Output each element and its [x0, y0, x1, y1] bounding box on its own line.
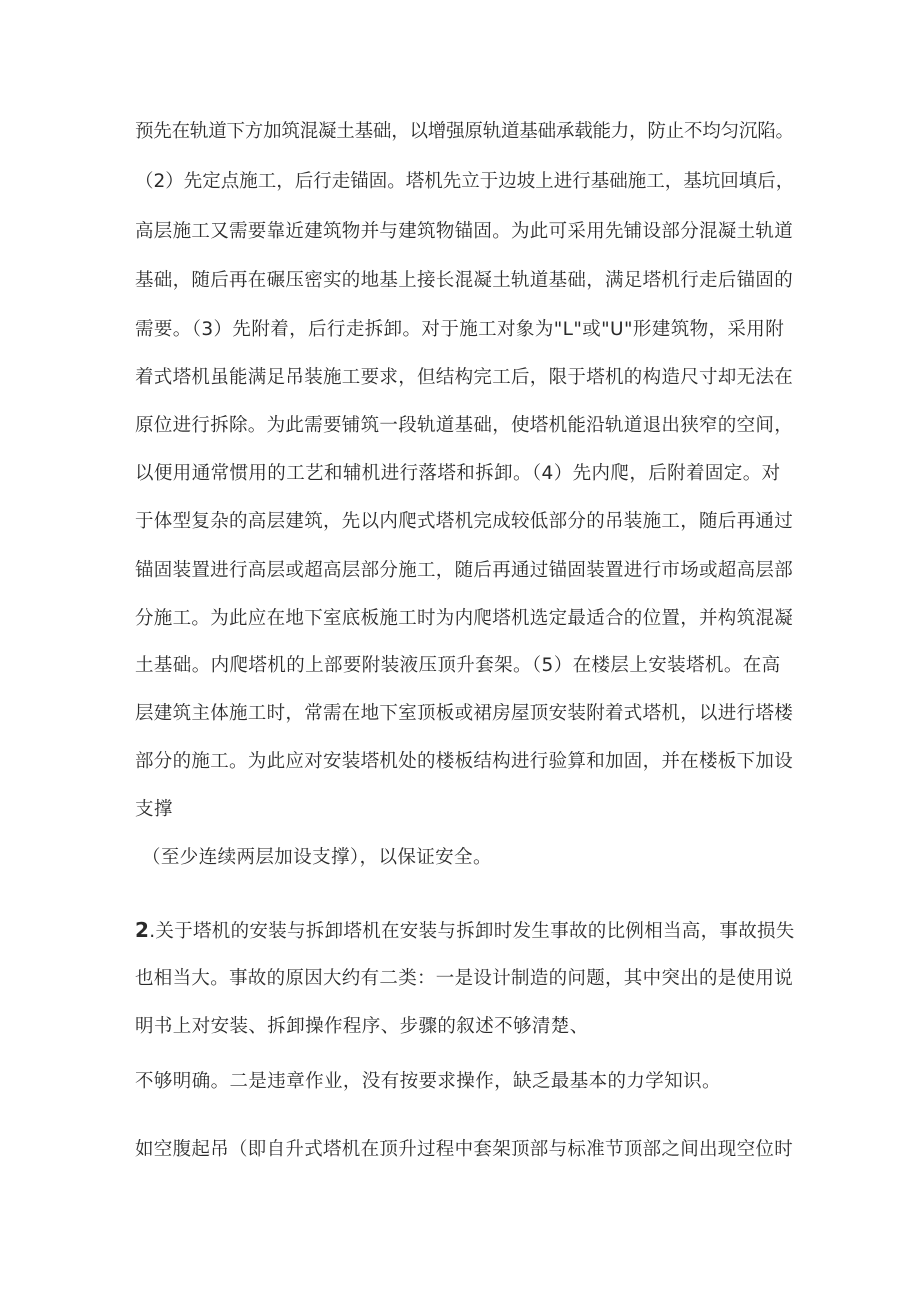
text-line: 着式塔机虽能满足吊装施工要求，但结构完工后，限于塔机的构造尺寸却无法在: [135, 367, 794, 388]
text-line: （2）先定点施工，后行走锚固。塔机先立于边坡上进行基础施工，基坑回填后，: [135, 171, 795, 192]
text-line: 于体型复杂的高层建筑，先以内爬式塔机完成较低部分的吊装施工，随后再通过: [135, 511, 794, 532]
text-line: 支撑: [135, 799, 173, 820]
section-heading-line: [135, 918, 795, 944]
text-line: 高层施工又需要靠近建筑物并与建筑物锚固。为此可采用先铺设部分混凝土轨道: [135, 221, 794, 242]
text-line: 不够明确。二是违章作业，没有按要求操作，缺乏最基本的力学知识。: [135, 1071, 721, 1092]
text-line: 明书上对安装、拆卸操作程序、步骤的叙述不够清楚、: [135, 1016, 589, 1037]
text-line: 也相当大。事故的原因大约有二类：一是设计制造的问题，其中突出的是使用说: [135, 968, 794, 989]
text-line: 锚固装置进行高层或超高层部分施工，随后再通过锚固装置进行市场或超高层部: [135, 560, 794, 581]
text-line: 以便用通常惯用的工艺和辅机进行落塔和拆卸。（4）先内爬，后附着固定。对: [135, 463, 781, 484]
text-line: 预先在轨道下方加筑混凝土基础，以增强原轨道基础承载能力，防止不均匀沉陷。: [135, 121, 794, 142]
text-line: 层建筑主体施工时，常需在地下室顶板或裙房屋顶安装附着式塔机，以进行塔楼: [135, 703, 794, 724]
text-line: 分施工。为此应在地下室底板施工时为内爬塔机选定最适合的位置，并构筑混凝: [135, 608, 794, 629]
text-line: 如空腹起吊（即自升式塔机在顶升过程中套架顶部与标准节顶部之间出现空位时: [135, 1139, 794, 1160]
text-line: （至少连续两层加设支撑），以保证安全。: [142, 847, 492, 868]
text-line: 土基础。内爬塔机的上部要附装液压顶升套架。（5）在楼层上安装塔机。在高: [135, 655, 781, 676]
section-number: 2: [135, 918, 150, 942]
text-line: 部分的施工。为此应对安装塔机处的楼板结构进行验算和加固，并在楼板下加设: [135, 751, 794, 772]
text-line: 基础，随后再在碾压密实的地基上接长混凝土轨道基础，满足塔机行走后锚固的: [135, 270, 794, 291]
text-line: 需要。（3）先附着，后行走拆卸。对于施工对象为"L"或"U"形建筑物，采用附: [135, 319, 785, 340]
text-line: 原位进行拆除。为此需要铺筑一段轨道基础，使塔机能沿轨道退出狭窄的空间，: [135, 415, 794, 436]
section-text: .关于塔机的安装与拆卸塔机在安装与拆卸时发生事故的比例相当高，事故损失: [149, 921, 795, 942]
